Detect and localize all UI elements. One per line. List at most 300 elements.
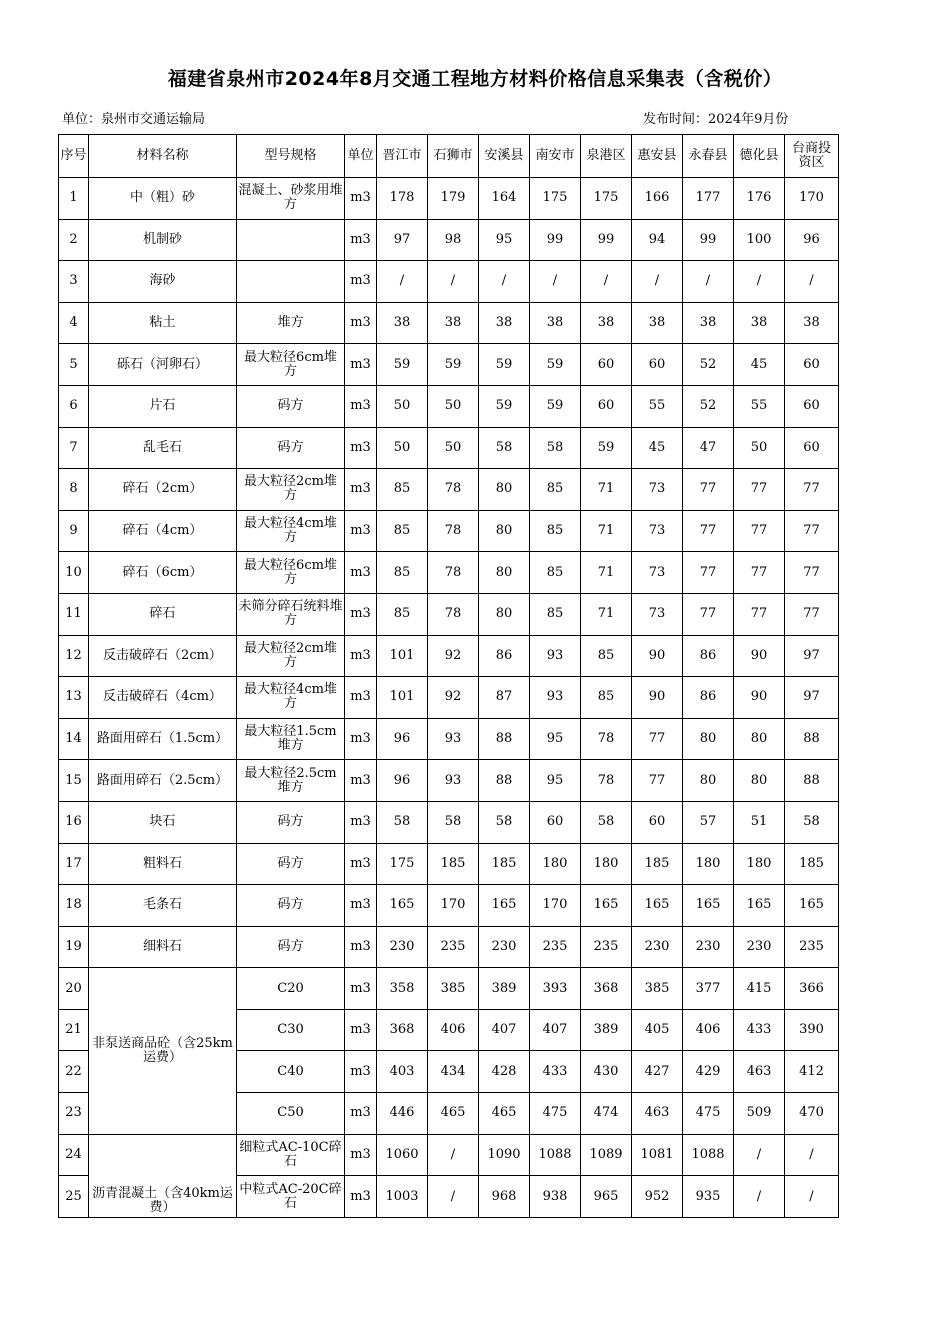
unit: m3	[345, 1176, 377, 1218]
price-cell: 71	[581, 510, 632, 552]
price-cell: 185	[632, 843, 683, 885]
price-cell: 38	[479, 302, 530, 344]
table-row	[59, 760, 839, 802]
unit: m3	[345, 926, 377, 968]
table-row	[59, 718, 839, 760]
table-row	[59, 427, 839, 469]
table-row	[59, 635, 839, 677]
row-number: 16	[59, 801, 89, 843]
material-name: 片石	[89, 385, 237, 427]
table-header	[59, 135, 839, 178]
row-number: 10	[59, 552, 89, 594]
price-cell: 175	[530, 178, 581, 220]
price-cell: 80	[479, 593, 530, 635]
spec: 中粒式AC-20C碎石	[237, 1176, 345, 1218]
spec: 码方	[237, 385, 345, 427]
price-cell: 47	[683, 427, 734, 469]
price-cell: 427	[632, 1051, 683, 1093]
price-cell: 165	[632, 885, 683, 927]
unit: m3	[345, 178, 377, 220]
price-cell: 77	[683, 510, 734, 552]
price-cell: 96	[377, 718, 428, 760]
row-number: 13	[59, 677, 89, 719]
unit: m3	[345, 635, 377, 677]
price-cell: 1088	[683, 1134, 734, 1176]
unit: m3	[345, 718, 377, 760]
price-cell: 446	[377, 1093, 428, 1135]
price-cell: 85	[530, 552, 581, 594]
price-cell: 97	[377, 219, 428, 261]
price-cell: /	[734, 261, 785, 303]
price-cell: 385	[632, 968, 683, 1010]
price-cell: 99	[581, 219, 632, 261]
row-number: 25	[59, 1176, 89, 1218]
price-cell: 434	[428, 1051, 479, 1093]
price-cell: 1090	[479, 1134, 530, 1176]
price-cell: 88	[785, 760, 839, 802]
price-cell: 90	[734, 677, 785, 719]
row-number: 14	[59, 718, 89, 760]
row-number: 24	[59, 1134, 89, 1176]
spec: C30	[237, 1009, 345, 1051]
material-name: 碎石（2cm）	[89, 469, 237, 511]
material-name: 块石	[89, 801, 237, 843]
price-cell: 429	[683, 1051, 734, 1093]
table-row	[59, 385, 839, 427]
price-cell: /	[581, 261, 632, 303]
price-cell: 965	[581, 1176, 632, 1218]
price-cell: 165	[581, 885, 632, 927]
row-number: 19	[59, 926, 89, 968]
spec: C20	[237, 968, 345, 1010]
price-cell: 85	[581, 677, 632, 719]
price-cell: 86	[479, 635, 530, 677]
price-cell: 87	[479, 677, 530, 719]
table-row	[59, 885, 839, 927]
price-cell: 59	[530, 344, 581, 386]
price-cell: 86	[683, 635, 734, 677]
row-number: 11	[59, 593, 89, 635]
price-cell: 77	[785, 469, 839, 511]
spec: 混凝土、砂浆用堆方	[237, 178, 345, 220]
price-cell: 389	[581, 1009, 632, 1051]
unit: m3	[345, 760, 377, 802]
price-cell: 96	[785, 219, 839, 261]
table-row	[59, 261, 839, 303]
price-cell: 60	[632, 344, 683, 386]
price-cell: 463	[632, 1093, 683, 1135]
price-cell: 50	[428, 427, 479, 469]
spec: 细粒式AC-10C碎石	[237, 1134, 345, 1176]
header-anxi: 安溪县	[479, 135, 530, 178]
price-cell: 38	[632, 302, 683, 344]
price-cell: 38	[581, 302, 632, 344]
material-name: 细料石	[89, 926, 237, 968]
price-cell: 78	[428, 552, 479, 594]
price-cell: 51	[734, 801, 785, 843]
material-name: 砾石（河卵石）	[89, 344, 237, 386]
material-name: 路面用碎石（2.5cm）	[89, 760, 237, 802]
price-cell: 57	[683, 801, 734, 843]
price-cell: 165	[683, 885, 734, 927]
price-cell: 230	[479, 926, 530, 968]
price-cell: 463	[734, 1051, 785, 1093]
price-cell: 78	[428, 469, 479, 511]
price-cell: 405	[632, 1009, 683, 1051]
table-row	[59, 344, 839, 386]
price-cell: 90	[632, 635, 683, 677]
price-cell: 235	[530, 926, 581, 968]
material-name: 碎石	[89, 593, 237, 635]
price-cell: 385	[428, 968, 479, 1010]
row-number: 4	[59, 302, 89, 344]
price-cell: 78	[581, 718, 632, 760]
table-row	[59, 1134, 839, 1176]
price-cell: 101	[377, 635, 428, 677]
table-row	[59, 510, 839, 552]
spec: 未筛分碎石统料堆方	[237, 593, 345, 635]
unit: m3	[345, 843, 377, 885]
row-number: 18	[59, 885, 89, 927]
price-cell: 179	[428, 178, 479, 220]
price-cell: 77	[785, 510, 839, 552]
price-cell: 97	[785, 635, 839, 677]
price-cell: 78	[428, 510, 479, 552]
spec: C50	[237, 1093, 345, 1135]
material-name: 碎石（4cm）	[89, 510, 237, 552]
material-name: 反击破碎石（4cm）	[89, 677, 237, 719]
price-cell: 475	[530, 1093, 581, 1135]
price-cell: 77	[734, 552, 785, 594]
price-cell: 58	[785, 801, 839, 843]
price-cell: 433	[734, 1009, 785, 1051]
spec: C40	[237, 1051, 345, 1093]
price-cell: 60	[581, 344, 632, 386]
price-cell: 38	[785, 302, 839, 344]
price-cell: 88	[479, 760, 530, 802]
price-cell: 235	[581, 926, 632, 968]
price-cell: 58	[581, 801, 632, 843]
price-cell: 403	[377, 1051, 428, 1093]
spec: 码方	[237, 427, 345, 469]
price-cell: /	[479, 261, 530, 303]
table-row	[59, 843, 839, 885]
header-quangang: 泉港区	[581, 135, 632, 178]
price-cell: 60	[785, 385, 839, 427]
price-cell: 938	[530, 1176, 581, 1218]
price-cell: 100	[734, 219, 785, 261]
row-number: 17	[59, 843, 89, 885]
price-cell: /	[734, 1176, 785, 1218]
price-cell: 38	[734, 302, 785, 344]
price-cell: 406	[428, 1009, 479, 1051]
material-name: 中（粗）砂	[89, 178, 237, 220]
spec	[237, 261, 345, 303]
price-cell: 170	[785, 178, 839, 220]
price-cell: 85	[377, 593, 428, 635]
material-name: 乱毛石	[89, 427, 237, 469]
price-cell: 73	[632, 593, 683, 635]
unit: m3	[345, 968, 377, 1010]
price-cell: 60	[581, 385, 632, 427]
price-cell: 93	[530, 677, 581, 719]
price-cell: 180	[581, 843, 632, 885]
price-cell: 94	[632, 219, 683, 261]
price-cell: 71	[581, 552, 632, 594]
spec: 码方	[237, 885, 345, 927]
price-cell: 60	[785, 344, 839, 386]
price-cell: 80	[734, 718, 785, 760]
price-cell: 55	[734, 385, 785, 427]
unit: m3	[345, 1051, 377, 1093]
price-cell: 77	[632, 718, 683, 760]
price-cell: 1089	[581, 1134, 632, 1176]
header-unit: 单位	[345, 135, 377, 178]
price-cell: 90	[632, 677, 683, 719]
table-row	[59, 926, 839, 968]
material-name: 反击破碎石（2cm）	[89, 635, 237, 677]
price-cell: 58	[377, 801, 428, 843]
header-jinjiang: 晋江市	[377, 135, 428, 178]
price-cell: 465	[428, 1093, 479, 1135]
spec	[237, 219, 345, 261]
header-yongchun: 永春县	[683, 135, 734, 178]
price-cell: /	[632, 261, 683, 303]
row-number: 15	[59, 760, 89, 802]
price-cell: 230	[632, 926, 683, 968]
row-number: 6	[59, 385, 89, 427]
price-cell: /	[683, 261, 734, 303]
header-row	[59, 135, 839, 178]
price-cell: 58	[530, 427, 581, 469]
row-number: 22	[59, 1051, 89, 1093]
price-cell: 176	[734, 178, 785, 220]
table-row	[59, 801, 839, 843]
price-cell: 98	[428, 219, 479, 261]
price-cell: 393	[530, 968, 581, 1010]
price-cell: 38	[428, 302, 479, 344]
price-cell: 407	[530, 1009, 581, 1051]
price-cell: 406	[683, 1009, 734, 1051]
unit: m3	[345, 510, 377, 552]
price-cell: 180	[530, 843, 581, 885]
unit: m3	[345, 593, 377, 635]
price-cell: 389	[479, 968, 530, 1010]
price-cell: 230	[377, 926, 428, 968]
price-cell: 73	[632, 552, 683, 594]
price-cell: 59	[530, 385, 581, 427]
price-cell: /	[377, 261, 428, 303]
price-cell: 58	[428, 801, 479, 843]
material-name: 非泵送商品砼（含25km运费）	[89, 968, 237, 1134]
price-cell: 85	[530, 510, 581, 552]
unit: m3	[345, 219, 377, 261]
price-cell: 185	[479, 843, 530, 885]
header-huian: 惠安县	[632, 135, 683, 178]
price-cell: 164	[479, 178, 530, 220]
price-cell: 73	[632, 469, 683, 511]
price-cell: 952	[632, 1176, 683, 1218]
price-cell: 77	[683, 593, 734, 635]
price-cell: /	[530, 261, 581, 303]
price-cell: 38	[530, 302, 581, 344]
price-cell: 55	[632, 385, 683, 427]
price-cell: 509	[734, 1093, 785, 1135]
price-cell: 412	[785, 1051, 839, 1093]
price-cell: 80	[683, 760, 734, 802]
row-number: 20	[59, 968, 89, 1010]
price-cell: 177	[683, 178, 734, 220]
price-cell: 166	[632, 178, 683, 220]
row-number: 21	[59, 1009, 89, 1051]
spec: 最大粒径2cm堆方	[237, 635, 345, 677]
price-table	[58, 134, 839, 1218]
price-cell: 95	[530, 718, 581, 760]
unit: m3	[345, 885, 377, 927]
unit: m3	[345, 1009, 377, 1051]
price-cell: 95	[479, 219, 530, 261]
price-cell: 77	[734, 593, 785, 635]
price-cell: 95	[530, 760, 581, 802]
price-cell: 93	[428, 718, 479, 760]
price-cell: 78	[428, 593, 479, 635]
price-cell: 407	[479, 1009, 530, 1051]
price-cell: 85	[377, 510, 428, 552]
table-body	[59, 178, 839, 1218]
table-row	[59, 552, 839, 594]
unit: m3	[345, 801, 377, 843]
price-cell: /	[428, 1176, 479, 1218]
spec: 码方	[237, 801, 345, 843]
price-cell: 78	[581, 760, 632, 802]
price-cell: 474	[581, 1093, 632, 1135]
material-name: 海砂	[89, 261, 237, 303]
unit: m3	[345, 344, 377, 386]
price-cell: 415	[734, 968, 785, 1010]
material-name: 机制砂	[89, 219, 237, 261]
table-row	[59, 302, 839, 344]
unit: m3	[345, 261, 377, 303]
price-cell: 1060	[377, 1134, 428, 1176]
table-row	[59, 178, 839, 220]
price-cell: 170	[530, 885, 581, 927]
header-taishang: 台商投资区	[785, 135, 839, 178]
price-cell: 165	[785, 885, 839, 927]
price-cell: 377	[683, 968, 734, 1010]
price-cell: 185	[428, 843, 479, 885]
price-cell: 59	[428, 344, 479, 386]
spec: 最大粒径2.5cm堆方	[237, 760, 345, 802]
price-cell: /	[785, 1134, 839, 1176]
header-no: 序号	[59, 135, 89, 178]
price-cell: 475	[683, 1093, 734, 1135]
spec: 码方	[237, 843, 345, 885]
material-name: 沥青混凝土（含40km运费）	[89, 1134, 237, 1217]
price-cell: 88	[785, 718, 839, 760]
price-cell: 101	[377, 677, 428, 719]
price-cell: 50	[377, 385, 428, 427]
price-cell: 165	[734, 885, 785, 927]
page-title: 福建省泉州市2024年8月交通工程地方材料价格信息采集表（含税价）	[167, 68, 783, 90]
price-cell: 433	[530, 1051, 581, 1093]
price-cell: 178	[377, 178, 428, 220]
price-cell: 935	[683, 1176, 734, 1218]
unit: m3	[345, 302, 377, 344]
spec: 最大粒径1.5cm堆方	[237, 718, 345, 760]
row-number: 7	[59, 427, 89, 469]
price-cell: 45	[632, 427, 683, 469]
price-cell: 80	[479, 510, 530, 552]
price-cell: 77	[734, 469, 785, 511]
price-cell: 60	[632, 801, 683, 843]
price-cell: 90	[734, 635, 785, 677]
price-cell: 366	[785, 968, 839, 1010]
spec: 最大粒径4cm堆方	[237, 510, 345, 552]
price-cell: 170	[428, 885, 479, 927]
price-cell: 77	[785, 552, 839, 594]
price-cell: 470	[785, 1093, 839, 1135]
row-number: 1	[59, 178, 89, 220]
spec: 堆方	[237, 302, 345, 344]
table-row	[59, 469, 839, 511]
price-cell: 45	[734, 344, 785, 386]
spec: 最大粒径6cm堆方	[237, 552, 345, 594]
price-cell: 1003	[377, 1176, 428, 1218]
price-cell: 71	[581, 469, 632, 511]
unit: m3	[345, 552, 377, 594]
table-row	[59, 219, 839, 261]
price-cell: 77	[632, 760, 683, 802]
price-cell: 59	[479, 385, 530, 427]
price-cell: 465	[479, 1093, 530, 1135]
price-cell: 165	[479, 885, 530, 927]
unit-label: 单位：泉州市交通运输局	[62, 112, 206, 127]
price-cell: 99	[530, 219, 581, 261]
price-cell: 77	[683, 552, 734, 594]
unit: m3	[345, 677, 377, 719]
price-cell: 80	[683, 718, 734, 760]
price-cell: 93	[428, 760, 479, 802]
price-cell: 368	[581, 968, 632, 1010]
price-cell: 85	[377, 552, 428, 594]
price-cell: 180	[734, 843, 785, 885]
price-cell: 86	[683, 677, 734, 719]
material-name: 粗料石	[89, 843, 237, 885]
price-cell: 50	[428, 385, 479, 427]
unit: m3	[345, 427, 377, 469]
price-cell: 99	[683, 219, 734, 261]
publish-date-label: 发布时间：2024年9月份	[643, 112, 789, 127]
price-cell: 97	[785, 677, 839, 719]
price-cell: 38	[377, 302, 428, 344]
spec: 最大粒径6cm堆方	[237, 344, 345, 386]
table-row	[59, 677, 839, 719]
price-cell: 77	[683, 469, 734, 511]
row-number: 3	[59, 261, 89, 303]
price-cell: 77	[785, 593, 839, 635]
table-row	[59, 593, 839, 635]
price-cell: 59	[377, 344, 428, 386]
price-cell: /	[785, 261, 839, 303]
price-cell: 1081	[632, 1134, 683, 1176]
price-cell: 235	[428, 926, 479, 968]
price-cell: 52	[683, 344, 734, 386]
price-cell: 50	[377, 427, 428, 469]
unit: m3	[345, 469, 377, 511]
price-cell: 85	[581, 635, 632, 677]
spec: 最大粒径2cm堆方	[237, 469, 345, 511]
price-cell: 85	[530, 593, 581, 635]
